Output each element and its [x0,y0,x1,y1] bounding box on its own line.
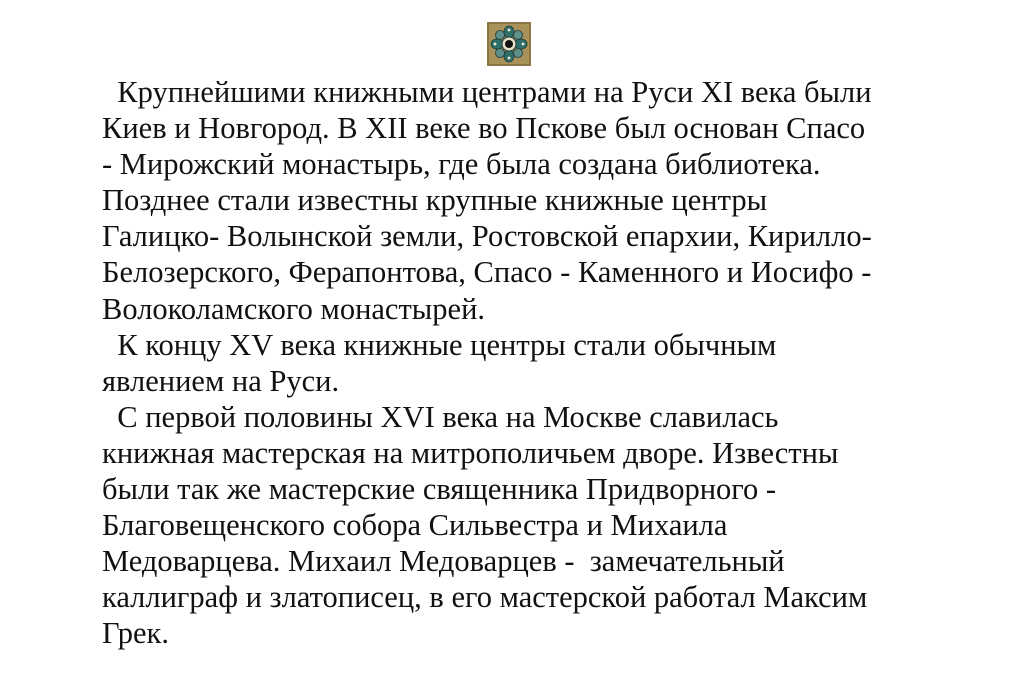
floral-ornament-icon [487,22,531,66]
text-line: Позднее стали известны крупные книжные центры [102,183,768,218]
text-line: К концу XV века книжные центры стали обычным [102,327,777,362]
paragraph-sixteenth-century [102,399,932,652]
text-line: были так же мастерские священника Придворного - [102,472,777,507]
text-line: явлением на Руси. [102,363,340,398]
text-line: Медоварцева. Михаил Медоварцев - замечательный [102,544,785,579]
text-line: Грек. [102,616,169,651]
text-line: книжная мастерская на митрополичьем дворе. Известны [102,435,839,470]
text-line: Галицко- Волынской земли, Ростовской епархии, Кирилло- [102,219,872,254]
text-line: С первой половины XVI века на Москве славилась [102,399,779,434]
text-line: каллиграф и златописец, в его мастерской работал Максим [102,580,868,615]
text-line: Волоколамского монастырей. [102,291,486,326]
paragraph-book-centers [102,74,932,327]
text-line: Киев и Новгород. В XII веке во Пскове был основан Спасо [102,111,866,146]
text-line: - Мирожский монастырь, где была создана библиотека. [102,147,821,182]
paragraph-fifteenth-century [102,327,932,399]
text-line: Белозерского, Ферапонтова, Спасо - Каменного и Иосифо - [102,255,872,290]
text-line: Благовещенского собора Сильвестра и Михаила [102,508,728,543]
body-text [102,74,932,652]
text-line: Крупнейшими книжными центрами на Руси XI века были [102,75,872,109]
